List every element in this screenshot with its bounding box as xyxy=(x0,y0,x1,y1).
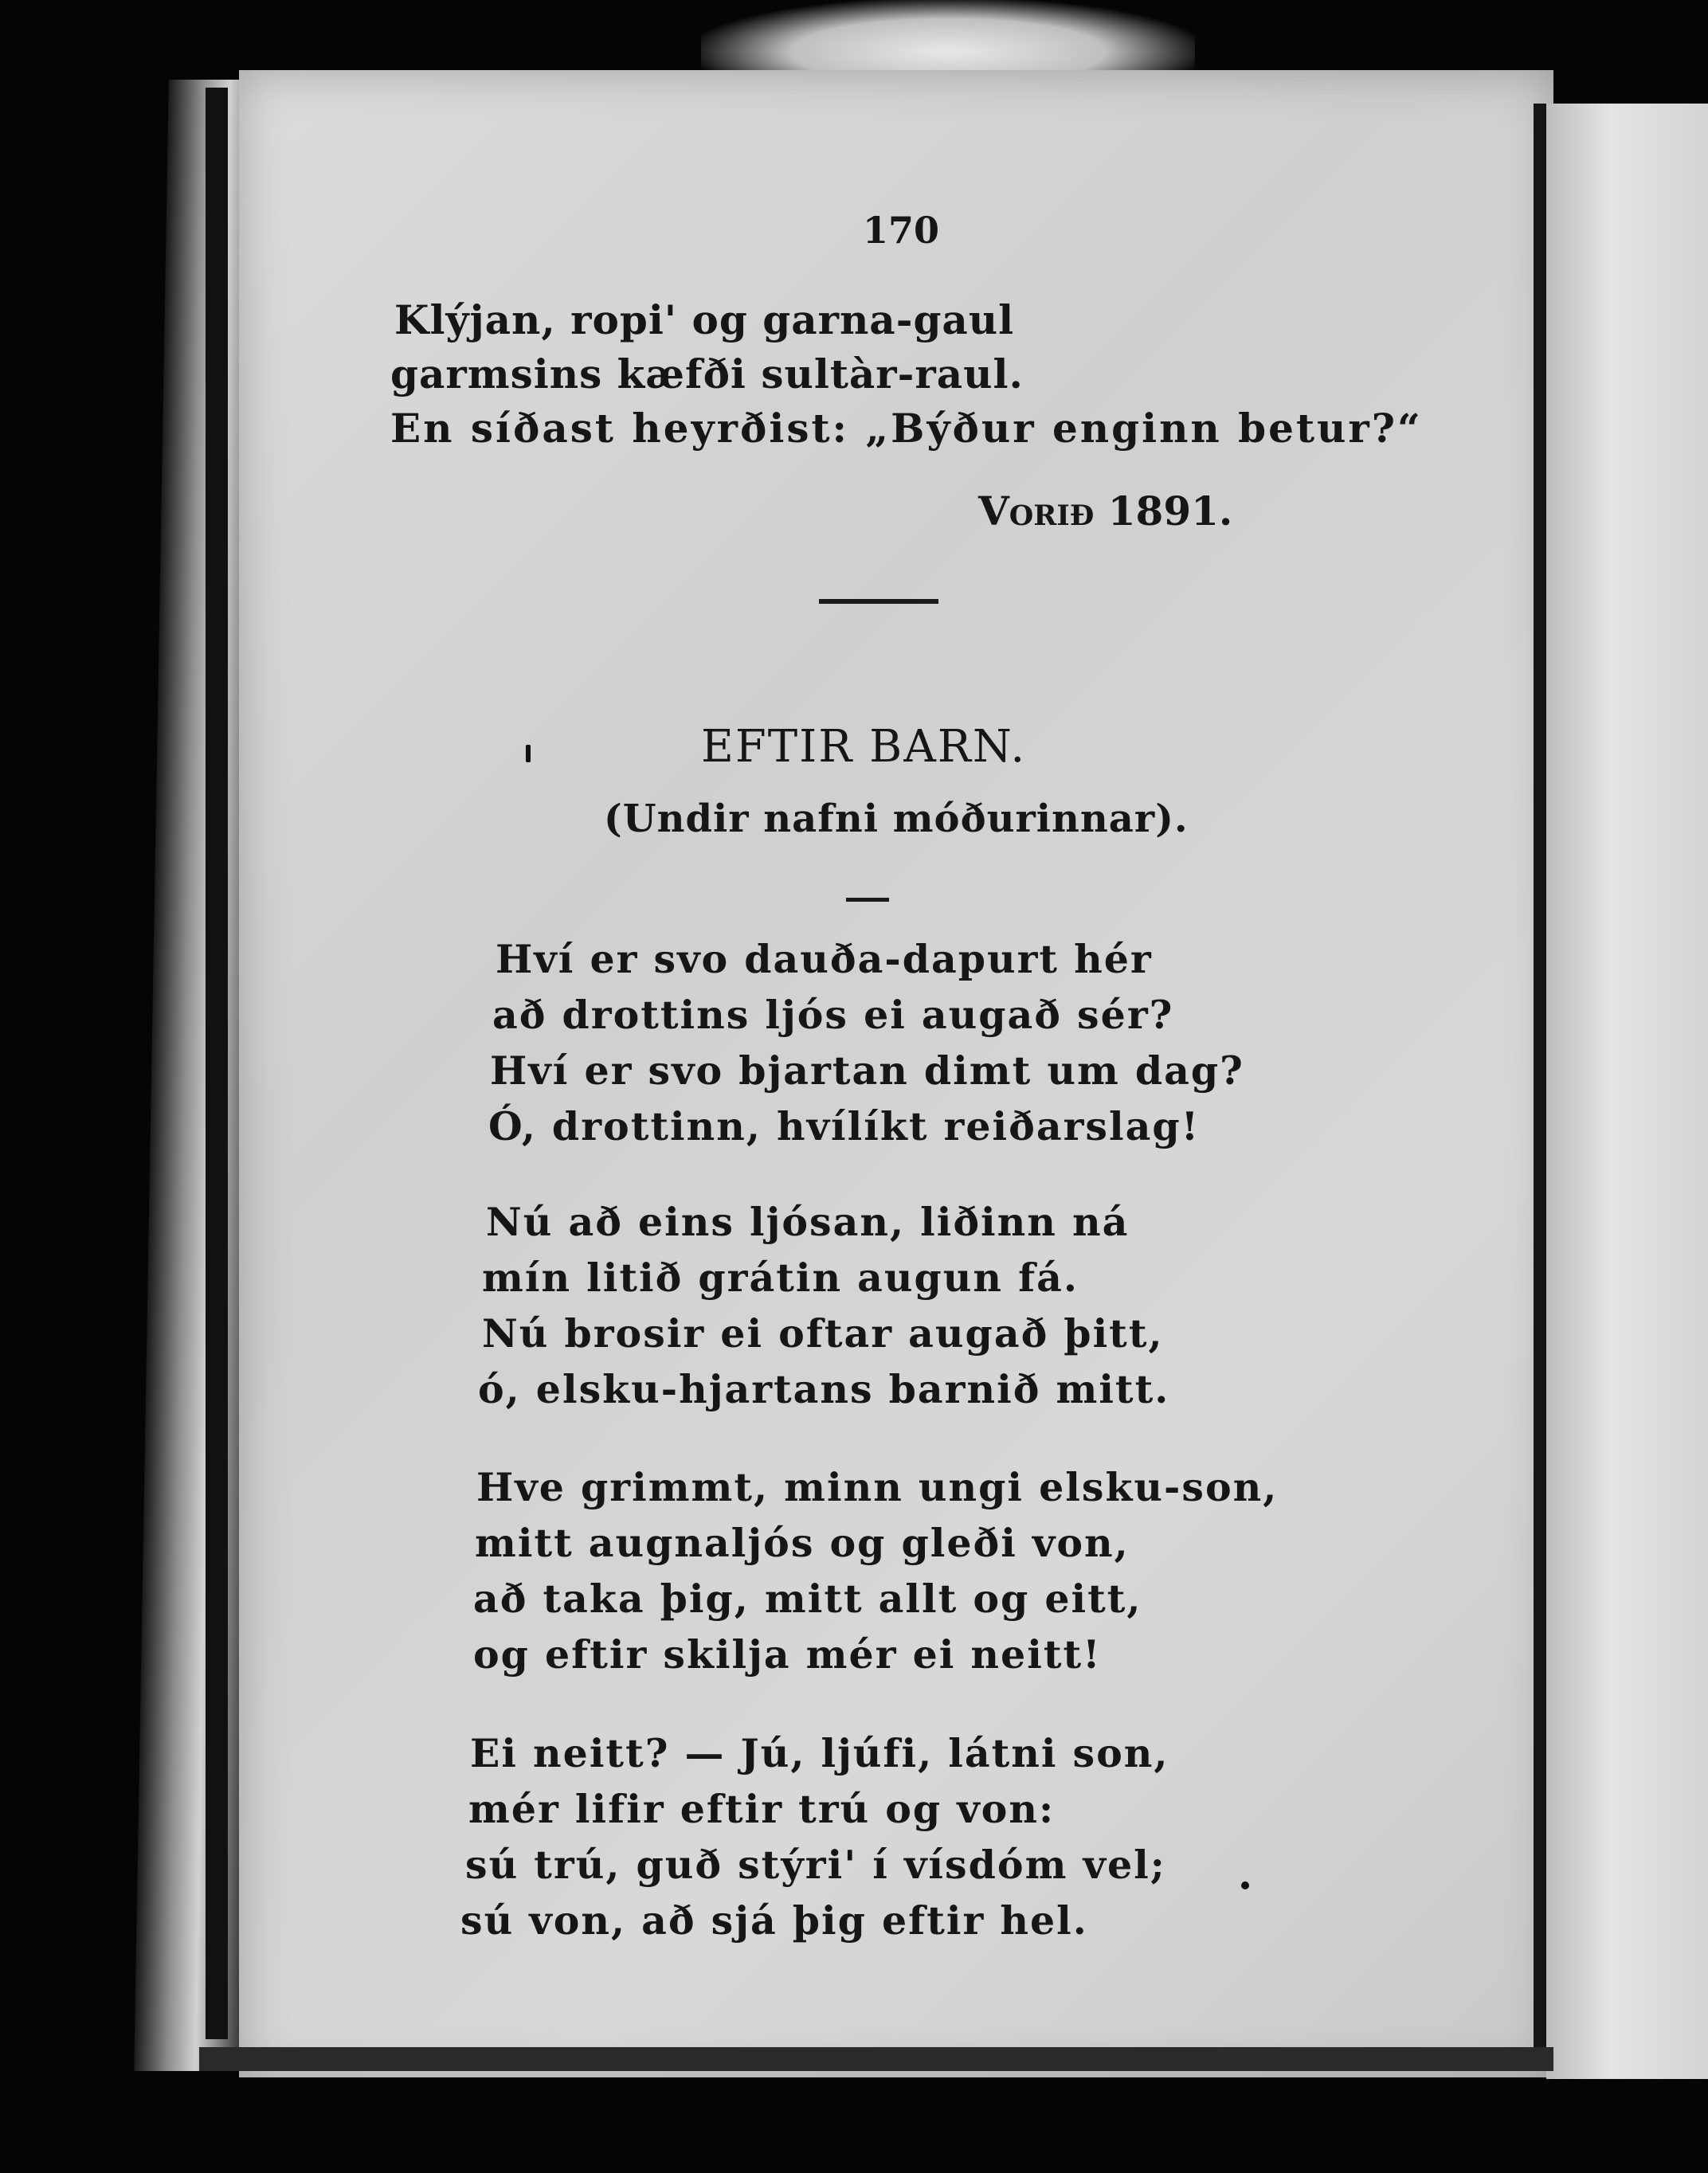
stanza-line: mér lifir eftir trú og von: xyxy=(468,1786,1056,1832)
signature-year: 1891. xyxy=(1107,487,1233,534)
stanza-line: Nú brosir ei oftar augað þitt, xyxy=(482,1310,1164,1357)
ink-speck xyxy=(526,745,531,762)
facing-page xyxy=(1546,104,1708,2079)
stanza-line: Nú að eins ljósan, liðinn ná xyxy=(486,1199,1130,1245)
stanza-line: Hví er svo bjartan dimt um dag? xyxy=(490,1047,1244,1094)
stanza-line: Hví er svo dauða-dapurt hér xyxy=(496,936,1153,982)
stanza-line: og eftir skilja mér ei neitt! xyxy=(473,1631,1102,1678)
page-gutter xyxy=(1534,104,1546,2055)
signature xyxy=(978,487,1232,534)
stanza-line: að drottins ljós ei augað sér? xyxy=(492,992,1174,1038)
previous-poem-line: Klýjan, ropi' og garna-gaul xyxy=(394,296,1015,343)
previous-poem-line: En síðast heyrðist: „Býður enginn betur?“ xyxy=(390,405,1423,452)
stanza-line: Ei neitt? — Jú, ljúfi, látni son, xyxy=(470,1730,1169,1776)
stanza-line: að taka þig, mitt allt og eitt, xyxy=(473,1576,1142,1622)
poem-title: EFTIR BARN. xyxy=(701,721,1027,773)
stanza-line: sú trú, guð stýri' í vísdóm vel; xyxy=(465,1842,1166,1888)
page-number: 170 xyxy=(863,209,940,252)
stanza-line: mín litið grátin augun fá. xyxy=(482,1255,1079,1301)
page-bottom-edge xyxy=(199,2047,1553,2071)
section-divider xyxy=(819,599,938,604)
title-divider xyxy=(846,898,889,902)
stanza-line: Ó, drottinn, hvílíkt reiðarslag! xyxy=(488,1103,1201,1149)
ink-speck xyxy=(1241,1881,1249,1889)
stanza-line: ó, elsku-hjartans barnið mitt. xyxy=(478,1366,1170,1412)
stanza-line: sú von, að sjá þig eftir hel. xyxy=(460,1897,1088,1944)
signature-season: Vorið xyxy=(978,487,1095,534)
spine-shadow xyxy=(206,88,228,2039)
stanza-line: Hve grimmt, minn ungi elsku-son, xyxy=(476,1464,1279,1510)
stanza-line: mitt augnaljós og gleði von, xyxy=(475,1520,1130,1566)
poem-subtitle: (Undir nafni móðurinnar). xyxy=(604,797,1189,841)
previous-poem-line: garmsins kæfði sultàr-raul. xyxy=(390,350,1024,397)
